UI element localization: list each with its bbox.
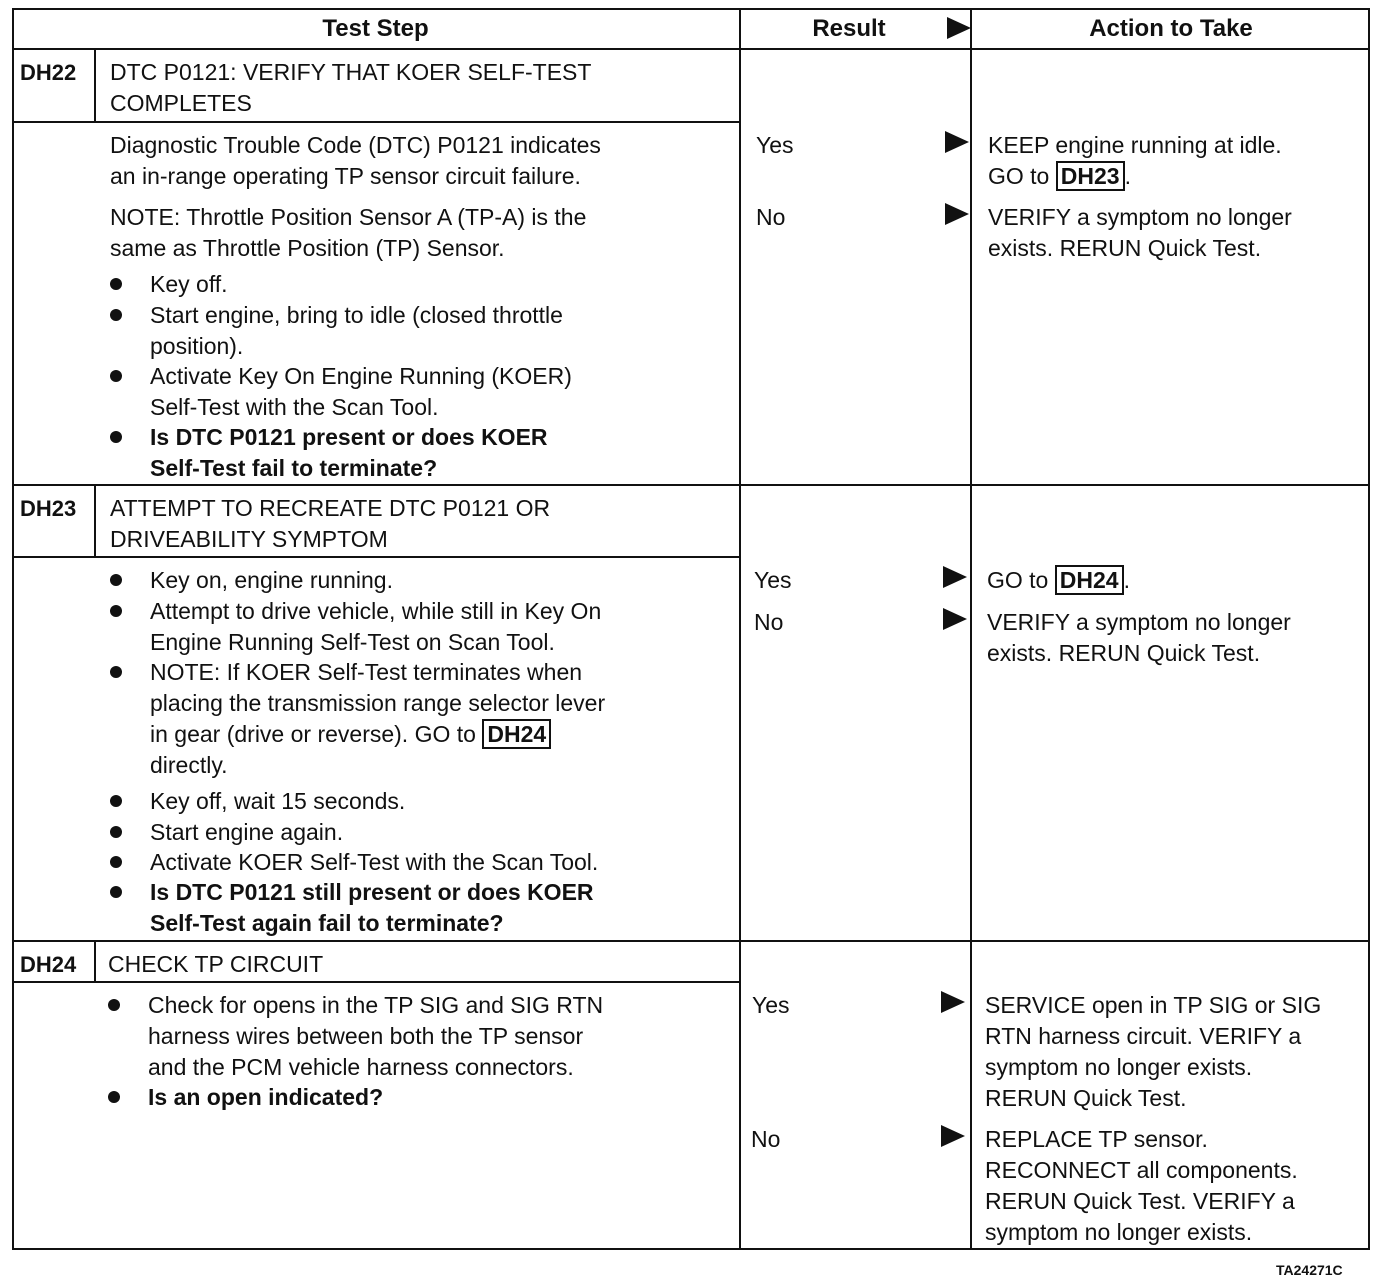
step-bullet: harness wires between both the TP sensor (148, 1023, 584, 1049)
action-period: . (1124, 163, 1131, 189)
result-arrow-icon (945, 203, 969, 225)
step-bullet: Engine Running Self-Test on Scan Tool. (150, 629, 555, 655)
column-divider-action (970, 8, 972, 1250)
step-bullet: Start engine again. (150, 819, 344, 845)
bullet-icon (110, 309, 122, 321)
action-text: symptom no longer exists. (985, 1054, 1253, 1080)
action-text: SERVICE open in TP SIG or SIG (985, 992, 1322, 1018)
header-arrow-icon (947, 17, 971, 39)
action-text: VERIFY a symptom no longer (987, 609, 1291, 635)
step-code: DH23 (20, 496, 77, 521)
row-divider-dh23 (12, 484, 1370, 486)
code-divider-dh22 (94, 48, 96, 122)
action-text: VERIFY a symptom no longer (988, 204, 1292, 230)
action-text: RTN harness circuit. VERIFY a (985, 1023, 1302, 1049)
step-bullet: Attempt to drive vehicle, while still in Key On (150, 598, 602, 624)
step-question: Self-Test again fail to terminate? (150, 910, 504, 936)
step-question: Is an open indicated? (148, 1084, 384, 1110)
step-title: CHECK TP CIRCUIT (108, 951, 324, 977)
result-no: No (754, 609, 784, 635)
code-divider-dh24 (94, 940, 96, 982)
bullet-icon (110, 826, 122, 838)
result-arrow-icon (945, 131, 969, 153)
step-question: Is DTC P0121 present or does KOER (150, 424, 548, 450)
result-arrow-icon (941, 1125, 965, 1147)
bullet-icon (108, 1091, 120, 1103)
goto-dh23-link[interactable]: DH23 (1056, 161, 1125, 191)
step-question: Self-Test fail to terminate? (150, 455, 438, 481)
bullet-icon (110, 856, 122, 868)
result-yes: Yes (756, 132, 794, 158)
bullet-icon (110, 605, 122, 617)
step-bullet: Key off, wait 15 seconds. (150, 788, 406, 814)
action-text: KEEP engine running at idle. (988, 132, 1282, 158)
step-bullet: placing the transmission range selector lever (150, 690, 606, 716)
result-arrow-icon (943, 608, 967, 630)
title-underline-dh24 (12, 981, 739, 983)
action-text: RECONNECT all components. (985, 1157, 1298, 1183)
bullet-icon (110, 278, 122, 290)
action-go-text: GO to (987, 567, 1049, 593)
action-go-text: GO to (988, 163, 1050, 189)
action-text: exists. RERUN Quick Test. (988, 235, 1262, 261)
goto-dh24-link[interactable]: DH24 (1055, 565, 1124, 595)
step-paragraph: Diagnostic Trouble Code (DTC) P0121 indicates (110, 132, 601, 158)
result-arrow-icon (941, 991, 965, 1013)
header-action: Action to Take (1089, 15, 1253, 42)
step-bullet: NOTE: If KOER Self-Test terminates when (150, 659, 583, 685)
code-divider-dh23 (94, 484, 96, 557)
bullet-icon (110, 370, 122, 382)
step-title: COMPLETES (110, 90, 252, 116)
step-bullet: position). (150, 333, 244, 359)
step-bullet: Check for opens in the TP SIG and SIG RTN (148, 992, 604, 1018)
column-divider-result (739, 8, 741, 1250)
step-title: ATTEMPT TO RECREATE DTC P0121 OR (110, 495, 551, 521)
header-test-step: Test Step (322, 15, 429, 42)
step-bullet: Activate KOER Self-Test with the Scan Tool. (150, 849, 599, 875)
bullet-icon (110, 795, 122, 807)
header-result: Result (812, 15, 886, 42)
result-yes: Yes (752, 992, 790, 1018)
header-divider (12, 48, 1370, 50)
action-text: exists. RERUN Quick Test. (987, 640, 1261, 666)
step-bullet: Self-Test with the Scan Tool. (150, 394, 439, 420)
action-go-line (988, 161, 1131, 192)
step-code: DH22 (20, 60, 77, 85)
step-paragraph: an in-range operating TP sensor circuit failure. (110, 163, 581, 189)
result-no: No (756, 204, 786, 230)
figure-code: TA24271C (1276, 1262, 1343, 1278)
step-bullet: Key off. (150, 271, 228, 297)
result-no: No (751, 1126, 781, 1152)
step-title: DRIVEABILITY SYMPTOM (110, 526, 388, 552)
action-go-line (987, 565, 1130, 596)
step-bullet: Start engine, bring to idle (closed throttle (150, 302, 563, 328)
step-question: Is DTC P0121 still present or does KOER (150, 879, 594, 905)
step-bullet: Activate Key On Engine Running (KOER) (150, 363, 572, 389)
action-text: RERUN Quick Test. (985, 1085, 1187, 1111)
action-text: RERUN Quick Test. VERIFY a (985, 1188, 1295, 1214)
step-title: DTC P0121: VERIFY THAT KOER SELF-TEST (110, 59, 592, 85)
bullet-icon (108, 999, 120, 1011)
bullet-icon (110, 886, 122, 898)
action-text: symptom no longer exists. (985, 1219, 1253, 1245)
goto-dh24-link[interactable]: DH24 (482, 719, 551, 749)
step-note: same as Throttle Position (TP) Sensor. (110, 235, 505, 261)
result-yes: Yes (754, 567, 792, 593)
step-bullet: and the PCM vehicle harness connectors. (148, 1054, 574, 1080)
step-note: NOTE: Throttle Position Sensor A (TP-A) is the (110, 204, 587, 230)
row-divider-dh24 (12, 940, 1370, 942)
title-underline-dh22 (12, 121, 739, 123)
action-period: . (1123, 567, 1130, 593)
step-code: DH24 (20, 952, 77, 977)
result-arrow-icon (943, 566, 967, 588)
action-text: REPLACE TP sensor. (985, 1126, 1208, 1152)
title-underline-dh23 (12, 556, 739, 558)
step-bullet: Key on, engine running. (150, 567, 393, 593)
step-bullet: directly. (150, 752, 228, 778)
step-bullet-go-line (150, 719, 551, 750)
bullet-icon (110, 666, 122, 678)
step-bullet: in gear (drive or reverse). GO to (150, 721, 476, 747)
bullet-icon (110, 431, 122, 443)
bullet-icon (110, 574, 122, 586)
